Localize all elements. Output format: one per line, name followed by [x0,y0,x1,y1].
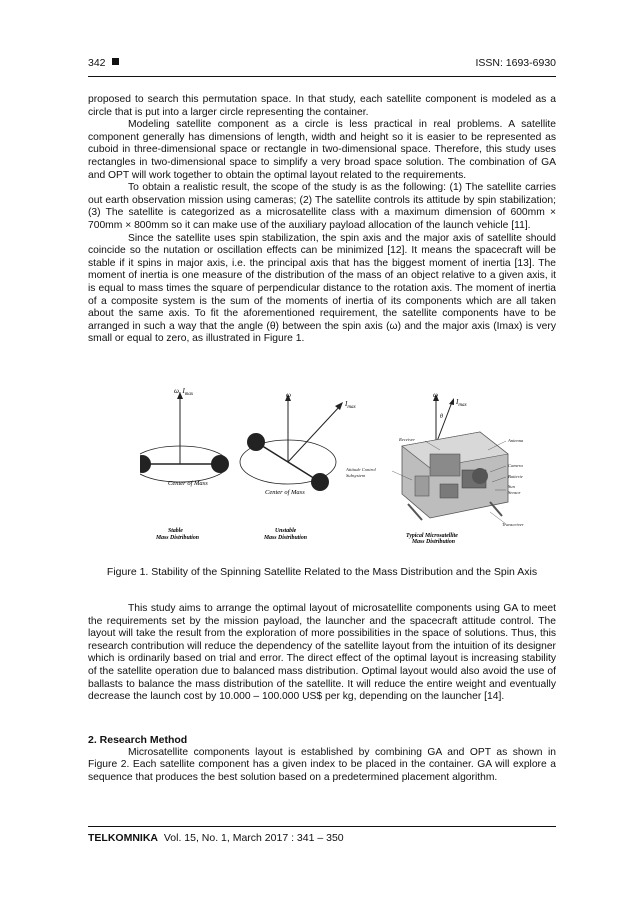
imax-label: $I_{max}$ [456,398,467,408]
header-rule [88,76,556,77]
omega-label: ω [433,391,438,399]
unstable-label: Unstable [275,528,297,534]
page-footer [88,832,344,844]
camera-label: Camera [508,463,523,468]
sun-sensor-label-2: Sensor [508,490,521,495]
microsatellite-panel [345,391,524,544]
page-header [88,57,556,71]
research-method-section [88,734,556,784]
center-of-mass-label: Center of Mass [265,489,305,496]
stable-panel [140,387,229,541]
figure-caption: Figure 1. Stability of the Spinning Satellite Related to the Mass Distribution and the Spin Axis [106,566,538,578]
attitude-control-label-2: Subsystem [346,473,366,478]
paragraph: Microsatellite components layout is established by combining GA and OPT as shown in Figure 2. Each satellite component has a given index to be placed in the container. GA will explore a sequence that produces the best solution based on a predetermined placement algorithm. [88,746,556,783]
attitude-control-label: Attitude Control [346,467,376,472]
body-text-top [88,94,556,346]
issn: ISSN: 1693-6930 [475,57,556,69]
unstable-label-2: Mass Distribution [264,535,308,541]
omega-label: ω [286,391,291,399]
paragraph: Since the satellite uses spin stabilization, the spin axis and the major axis of satellite should coincide so the nutation or oscillation effects can be minimized [12]. It means the spacecraft will be stable if it spins in major axis, i.e. the principal axis that has the biggest moment of inertia [13]. The moment of inertia is one measure of the distribution of the mass of an object relative to a given axis, it is equal to mass times the square of perpendicular distance to the rotation axis. The moment of inertia of a composite system is the sum of the moments of inertia of its components which are all taken about the same axis. To fit the aforementioned requirement, the satellite components have to be arranged in such a way that the angle (θ) between the spin axis (ω) and the major axis (Imax) is very small or equal to zero, as illustrated in Figure 1. [88,232,556,345]
antenna-label: Antenna [508,438,524,443]
body-text-mid [88,603,556,704]
footer-rule [88,826,556,827]
typical-label: Typical Microsatellite [406,533,458,539]
typical-label-2: Mass Distribution [412,539,456,544]
paragraph: proposed to search this permutation space. In that study, each satellite component is modeled as a circle that is put into a larger circle representing the container. [88,94,556,118]
unstable-panel [240,391,356,541]
section-heading: 2. Research Method [88,734,188,746]
theta-label: θ [440,414,443,420]
batterie-label: Batterie [508,474,523,479]
journal-name: TELKOMNIKA [88,832,158,844]
paragraph: This study aims to arrange the optimal layout of microsatellite components using GA to meet the requirements set by the mission payload, the launcher and the spacecraft attitude control. The layout will take the result from the exploration of more possibilities in the space of solutions. Thus, this research contribution will reduce the dependency of the satellite layout from the intuition of its designer which is ordinarily based on trial and error. The direct effect of the optimal layout is increasing stability of the satellite operation due to balanced mass distribution. Optimal layout would also avoid the use of ballasts to balance the mass distribution of the satellite. It will reduce the entire weight and eventually decrease the launch cost by 10.000 – 100.000 US$ per kg, depending on the launcher [14]. [88,603,556,703]
page-number: 342 [88,57,119,69]
paragraph: Modeling satellite component as a circle is less practical in real problems. A satellite component generally has dimensions of length, width and height so it is easier to be represented as cuboid in three-dimensional space or rectangle in two-dimensional space. Therefore, this study uses rectangles in two-dimensional space to simplify a very broad space solution. The combination of GA and OPT will work together to obtain the optimal layout related to the requirements. [88,119,556,181]
sun-sensor-label: Sun [508,484,515,489]
receiver-label: Receiver [399,437,416,442]
stable-label: Stable [168,528,183,534]
center-of-mass-label: Center of Mass [168,480,208,487]
imax-label: $I_{max}$ [345,400,356,410]
paragraph: To obtain a realistic result, the scope of the study is as the following: (1) The satellite carries out earth observation mission using cameras; (2) The satellite controls its attitude by spin stabilization; (3) The satellite is categorized as a microsatellite class with a maximum dimension of 600mm × 700mm × 800mm so it can make use of the auxiliary payload allocation of the launch vehicle [11]. [88,182,556,231]
square-bullet-icon [112,58,119,65]
stable-label-2: Mass Distribution [156,535,200,541]
omega-imax-label: ω, $I_{max}$ [174,387,194,397]
citation: Vol. 15, No. 1, March 2017 : 341 – 350 [163,832,344,844]
transceiver-label: Transceiver [502,522,524,527]
figure-1 [140,384,540,544]
